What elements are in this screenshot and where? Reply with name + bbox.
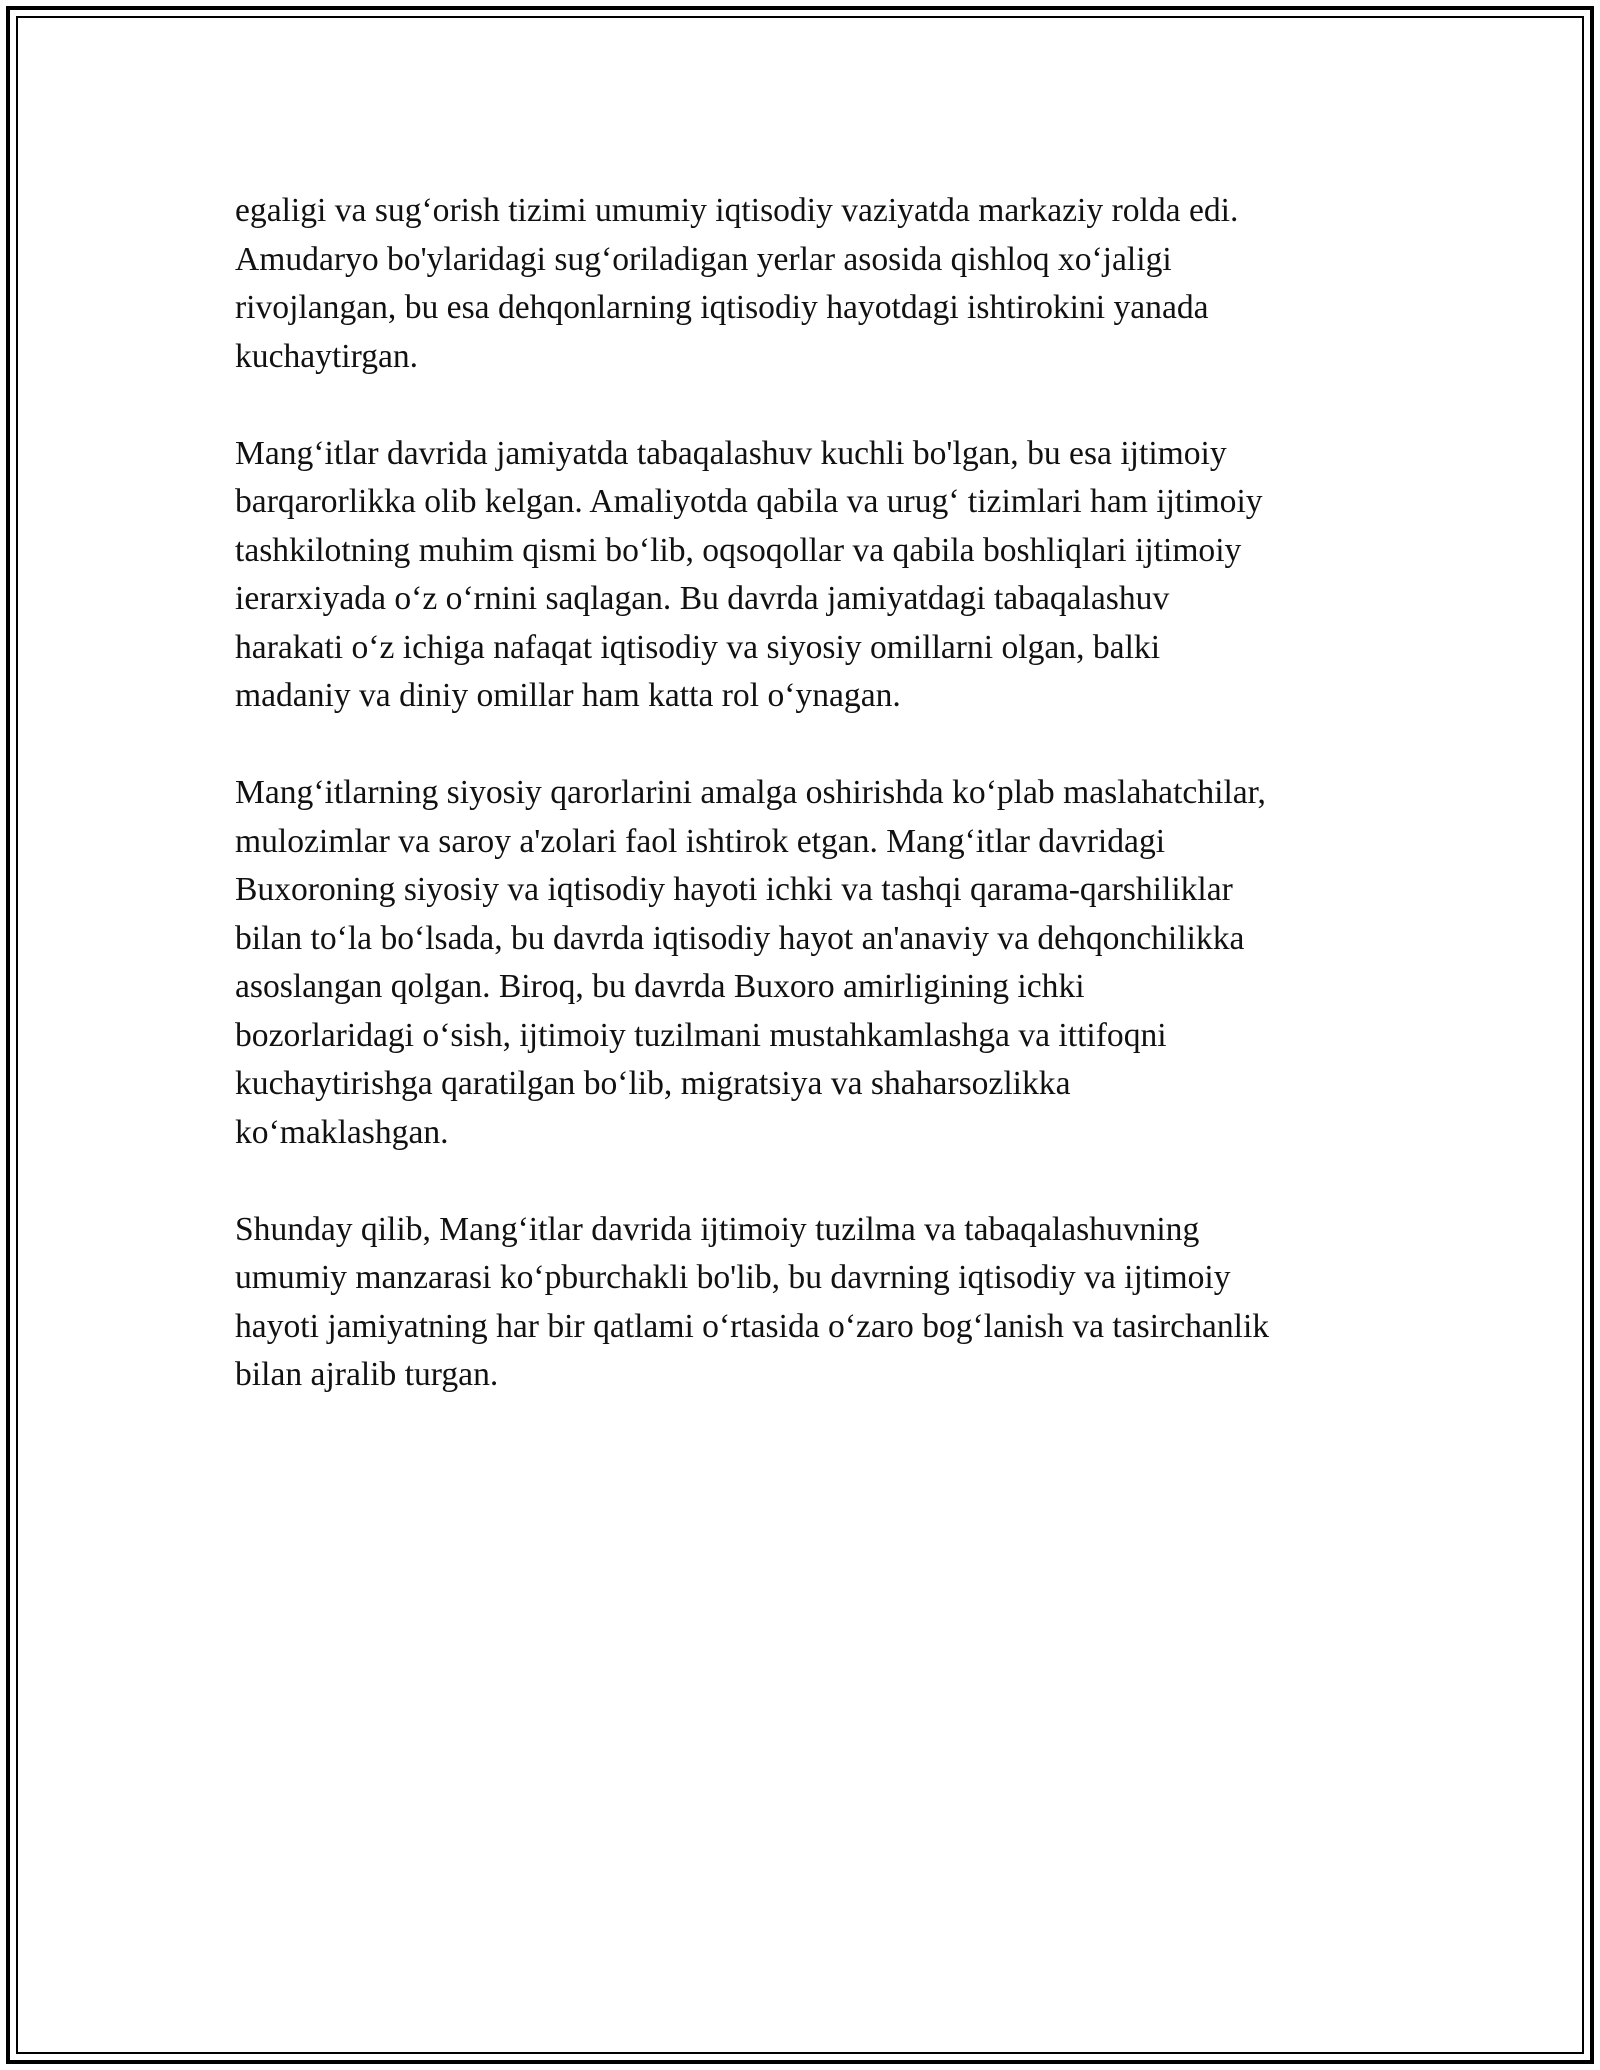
text-line: ko‘maklashgan. [235,1113,449,1151]
text-line: barqarorlikka olib kelgan. Amaliyotda qabila va urug‘ tizimlari ham ijtimoiy [235,483,1263,520]
text-line: harakati o‘z ichiga nafaqat iqtisodiy va siyosiy omillarni olgan, balki [235,628,1161,666]
text-line: hayoti jamiyatning har bir qatlami o‘rtasida o‘zaro bog‘lanish va tasirchanlik [235,1307,1270,1345]
text-line: bilan ajralib turgan. [235,1356,499,1393]
text-line: Buxoroning siyosiy va iqtisodiy hayoti ichki va tashqi qarama-qarshiliklar [235,871,1233,908]
text-line: Shunday qilib, Mang‘itlar davrida ijtimoiy tuzilma va tabaqalashuvning [235,1210,1200,1248]
text-line: bozorlaridagi o‘sish, ijtimoiy tuzilmani mustahkamlashga va ittifoqni [235,1016,1167,1054]
text-line: Mang‘itlar davrida jamiyatda tabaqalashuv kuchli bo'lgan, bu esa ijtimoiy [235,434,1227,472]
paragraph-1 [235,187,1395,381]
text-line: rivojlangan, bu esa dehqonlarning iqtisodiy hayotdagi ishtirokini yanada [235,289,1209,326]
paragraph-3 [235,769,1395,1157]
text-line: Mang‘itlarning siyosiy qarorlarini amalga oshirishda ko‘plab maslahatchilar, [235,774,1266,811]
paragraph-2 [235,430,1395,721]
text-line: Amudaryo bo'ylaridagi sug‘oriladigan yerlar asosida qishloq xo‘jaligi [235,240,1172,278]
text-line: tashkilotning muhim qismi bo‘lib, oqsoqollar va qabila boshliqlari ijtimoiy [235,531,1242,569]
text-line: mulozimlar va saroy a'zolari faol ishtirok etgan. Mang‘itlar davridagi [235,822,1166,860]
text-line: ierarxiyada o‘z o‘rnini saqlagan. Bu davrda jamiyatdagi tabaqalashuv [235,580,1170,617]
text-line: kuchaytirishga qaratilgan bo‘lib, migratsiya va shaharsozlikka [235,1065,1071,1102]
text-line: egaligi va sug‘orish tizimi umumiy iqtisodiy vaziyatda markaziy rolda edi. [235,192,1239,229]
paragraph-4 [235,1206,1395,1400]
document-body [235,187,1395,1448]
text-line: umumiy manzarasi ko‘pburchakli bo'lib, bu davrning iqtisodiy va ijtimoiy [235,1259,1231,1296]
text-line: asoslangan qolgan. Biroq, bu davrda Buxoro amirligining ichki [235,968,1085,1005]
text-line: bilan to‘la bo‘lsada, bu davrda iqtisodiy hayot an'anaviy va dehqonchilikka [235,919,1245,957]
text-line: madaniy va diniy omillar ham katta rol o‘ynagan. [235,677,901,714]
text-line: kuchaytirgan. [235,337,419,375]
